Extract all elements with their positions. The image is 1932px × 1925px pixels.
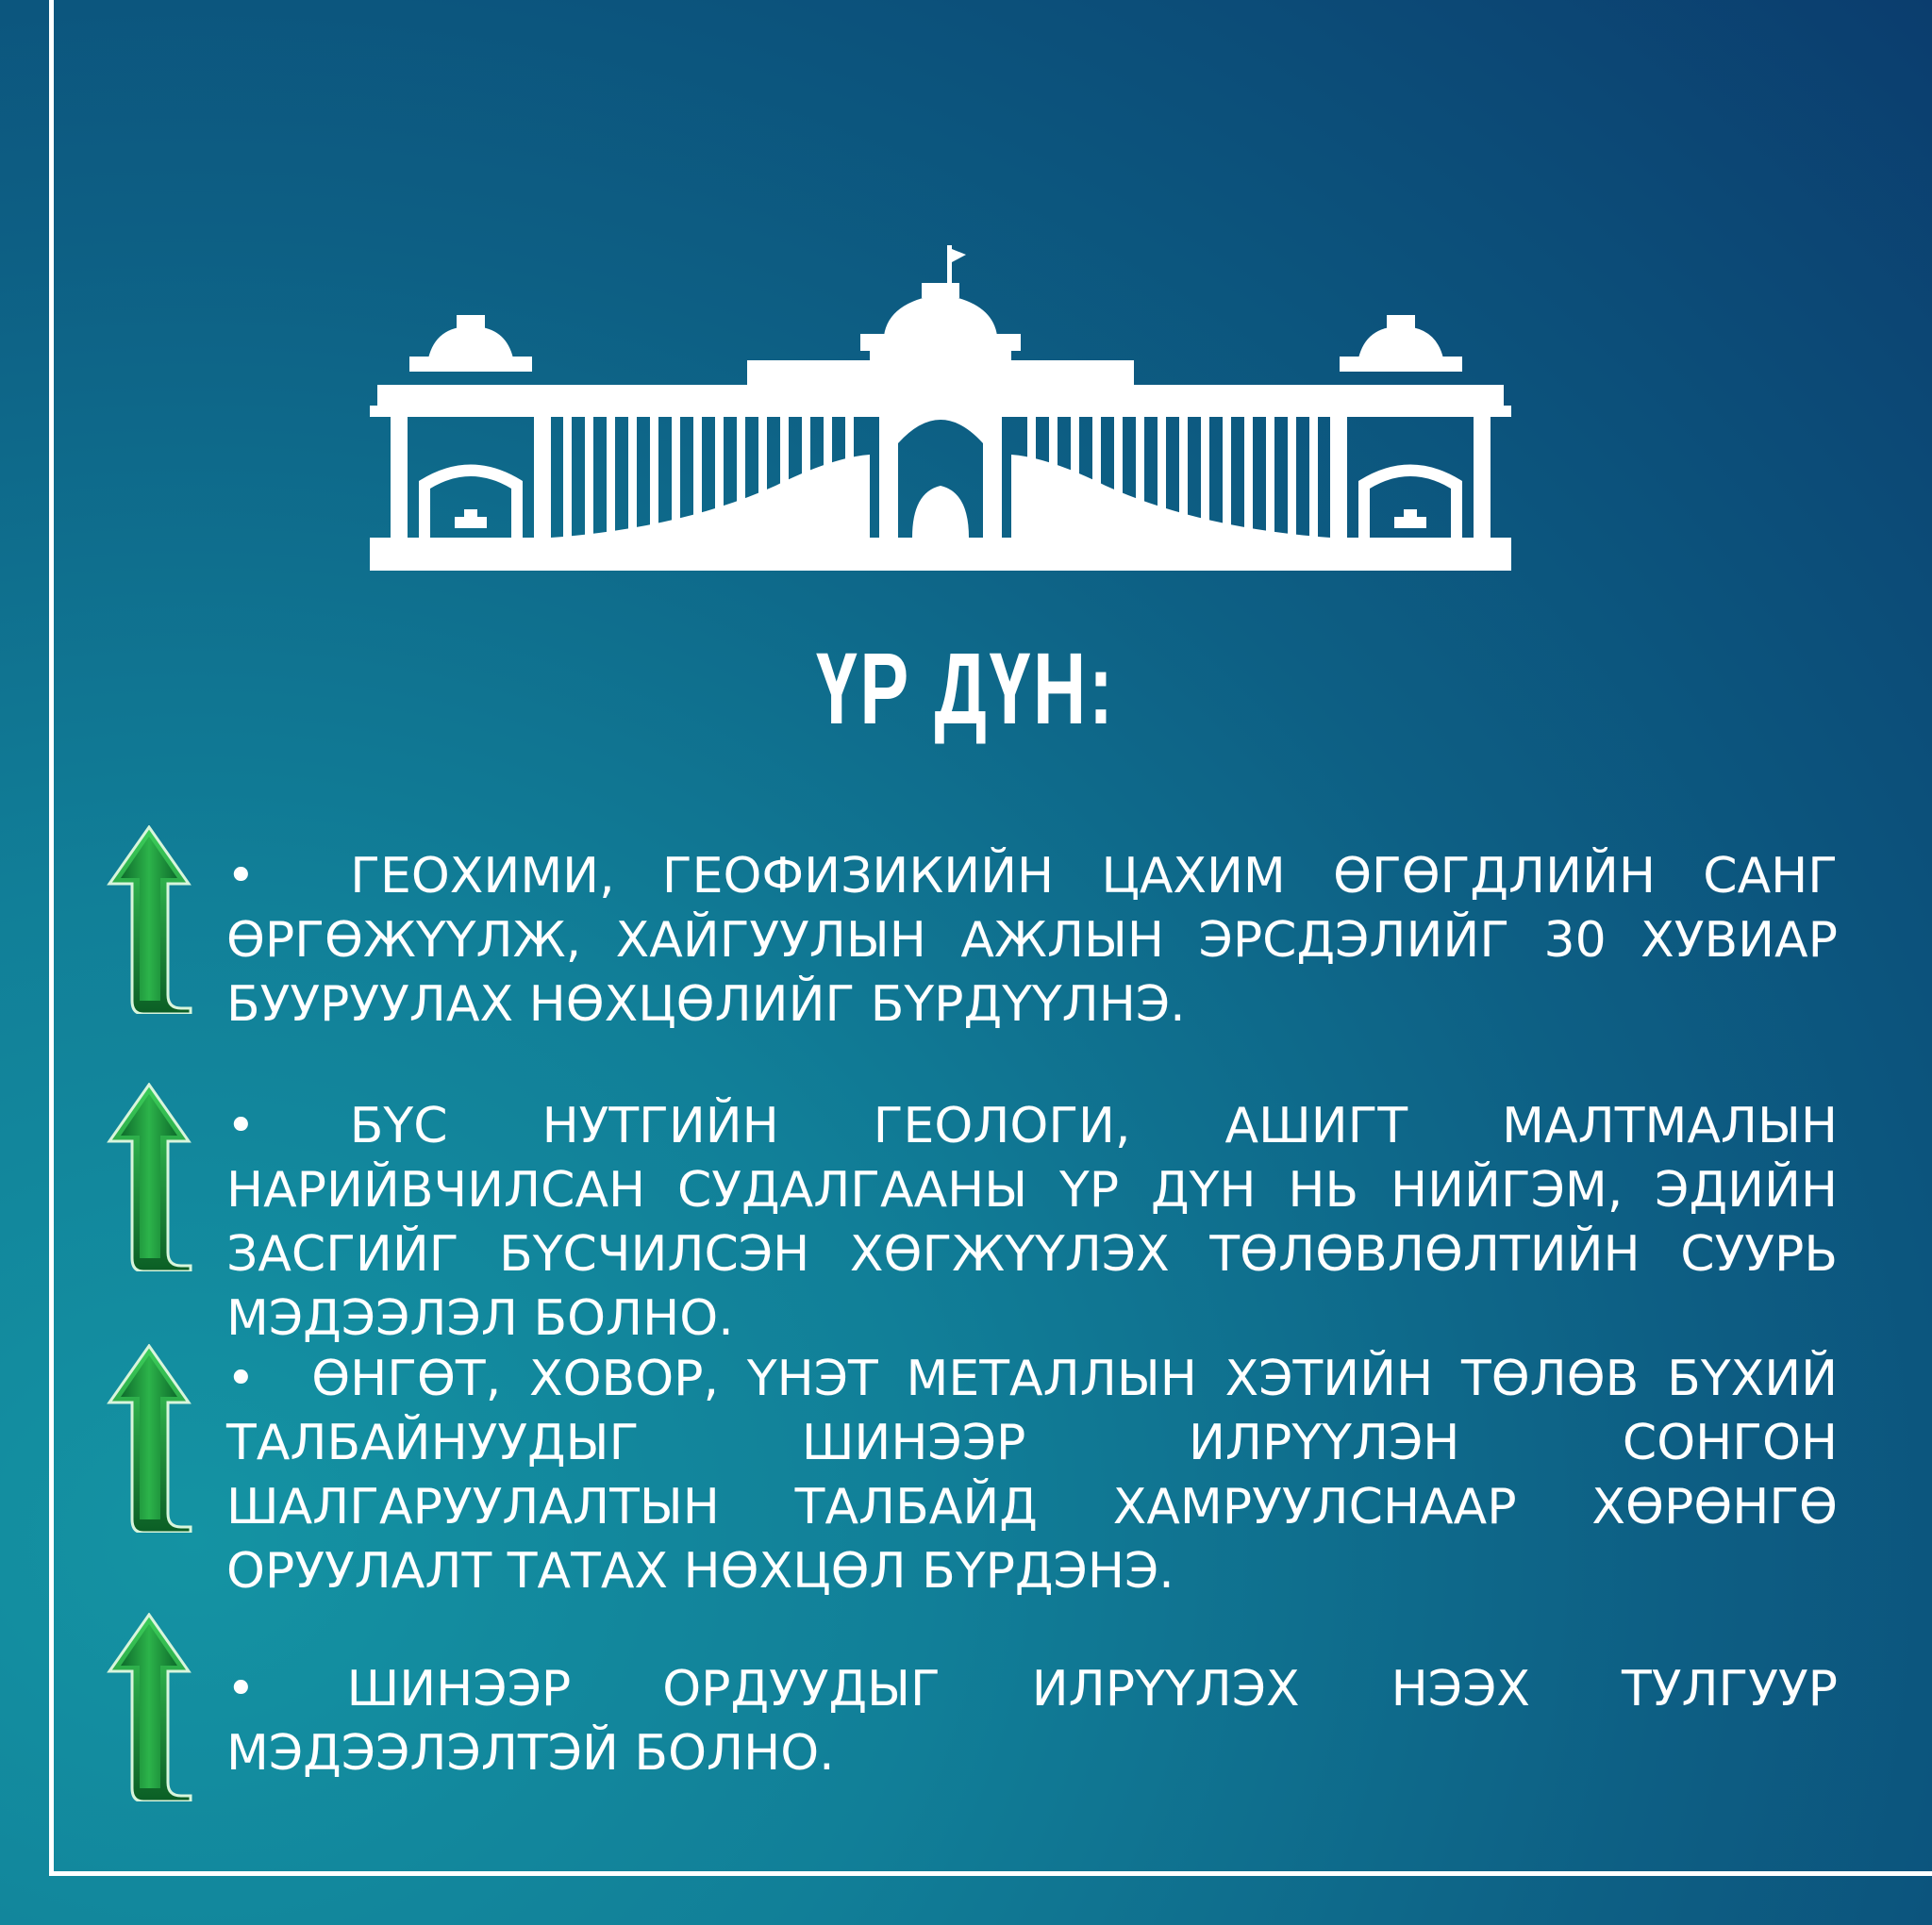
- green-up-arrow-icon: [106, 825, 192, 1014]
- list-item-text: БҮС НУТГИЙН ГЕОЛОГИ, АШИГТ МАЛТМАЛЫН НАРИЙВЧИЛСАН СУДАЛГААНЫ ҮР ДҮН НЬ НИЙГЭМ, ЭДИЙН ЗАСГИЙГ БҮСЧИЛСЭН ХӨГЖҮҮЛЭХ ТӨЛӨВЛӨЛТИЙН СУУРЬ МЭДЭЭЛЭЛ БОЛНО.: [226, 1098, 1838, 1347]
- bullet: •: [226, 1098, 256, 1154]
- list-item-text: ӨНГӨТ, ХОВОР, ҮНЭТ МЕТАЛЛЫН ХЭТИЙН ТӨЛӨВ БҮХИЙ ТАЛБАЙНУУДЫГ ШИНЭЭР ИЛРҮҮЛЭН СОНГОН ШАЛГАРУУЛАЛТЫН ТАЛБАЙД ХАМРУУЛСНААР ХӨРӨНГӨ ОРУУЛАЛТ ТАТАХ НӨХЦӨЛ БҮРДЭНЭ.: [226, 1351, 1838, 1600]
- government-palace-logo: [370, 245, 1511, 571]
- frame-bottom-border: [49, 1871, 1932, 1876]
- green-up-arrow-icon: [106, 1344, 192, 1533]
- list-item-text: ШИНЭЭР ОРДУУДЫГ ИЛРҮҮЛЭХ НЭЭХ ТУЛГУУР МЭДЭЭЛЭЛТЭЙ БОЛНО.: [226, 1661, 1838, 1782]
- list-item-text: ГЕОХИМИ, ГЕОФИЗИКИЙН ЦАХИМ ӨГӨГДЛИЙН САНГ ӨРГӨЖҮҮЛЖ, ХАЙГУУЛЫН АЖЛЫН ЭРСДЭЛИЙГ 30 ХУВИАР БУУРУУЛАХ НӨХЦӨЛИЙГ БҮРДҮҮЛНЭ.: [226, 848, 1838, 1033]
- green-up-arrow-icon: [106, 1083, 192, 1271]
- list-item: [226, 844, 1838, 1037]
- list-item: [226, 1657, 1838, 1785]
- bullet: •: [226, 1661, 256, 1718]
- frame-left-border: [49, 0, 54, 1876]
- bullet: •: [226, 848, 256, 904]
- bullet: •: [226, 1351, 256, 1407]
- list-item: [226, 1347, 1838, 1603]
- green-up-arrow-icon: [106, 1613, 192, 1801]
- list-item: [226, 1094, 1838, 1351]
- page-title: ҮР ДҮН:: [816, 631, 1116, 745]
